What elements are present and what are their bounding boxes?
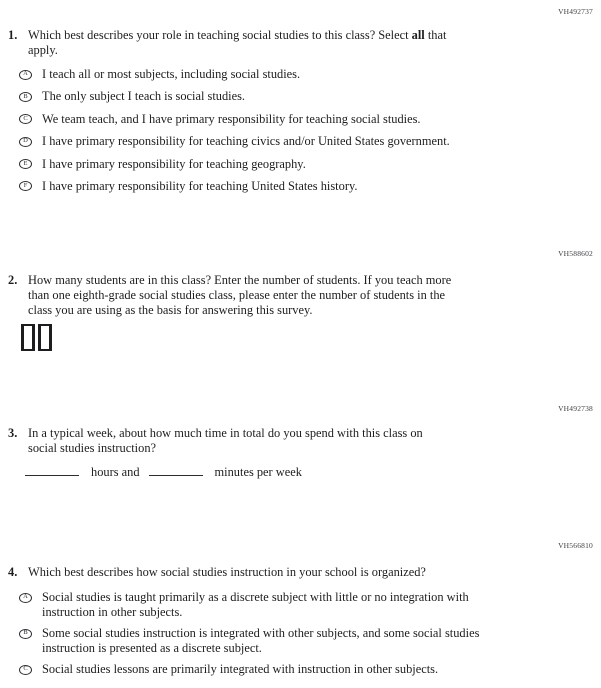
student-count-entry (21, 324, 55, 351)
prompt-line: than one eighth-grade social studies class, please enter the number of students in the (28, 288, 446, 302)
prompt-text: Which best describes your role in teaching social studies to this class? Select (28, 28, 412, 42)
option-text: We team teach, and I have primary responsibility for teaching social studies. (42, 111, 421, 126)
minutes-blank[interactable] (149, 462, 203, 476)
question-2 (8, 273, 568, 318)
option-text: Some social studies instruction is integrated with other subjects, and some social studies (42, 626, 480, 640)
option-row-e (19, 157, 579, 172)
option-row-f (19, 179, 579, 194)
hours-blank[interactable] (25, 462, 79, 476)
answer-bubble-a[interactable]: A (19, 593, 32, 603)
option-text: instruction is presented as a discrete subject. (42, 641, 262, 655)
option-row-b (19, 89, 579, 104)
option-text: I teach all or most subjects, including social studies. (42, 67, 301, 81)
option-label (42, 662, 594, 677)
answer-bubble-e[interactable]: E (19, 159, 32, 169)
question-4-code: VH566810 (558, 541, 593, 550)
question-1 (8, 28, 568, 58)
prompt-line: In a typical week, about how much time in total do you spend with this class on (28, 426, 423, 440)
option-text: I have primary responsibility for teaching civics and/or United States government. (42, 134, 450, 149)
answer-bubble-f[interactable]: F (19, 181, 32, 191)
answer-bubble-b[interactable]: B (19, 92, 32, 102)
option-label (42, 89, 579, 104)
question-1-prompt (28, 28, 568, 58)
prompt-line (28, 28, 568, 43)
option-label (42, 134, 579, 149)
option-text: I have primary responsibility for teaching United States history. (42, 178, 358, 193)
question-4-prompt (28, 565, 588, 580)
option-label (42, 157, 579, 172)
option-row-a (19, 590, 594, 620)
digit-box-tens[interactable] (21, 324, 35, 351)
question-4-number: 4. (8, 565, 18, 579)
option-text: I have primary responsibility for teaching geography. (42, 156, 306, 171)
question-2-code: VH588602 (558, 249, 593, 258)
prompt-line: apply. (28, 43, 58, 57)
option-text: Social studies lessons are primarily integrated with instruction in other subjects. (42, 662, 439, 676)
question-3-prompt (28, 426, 568, 456)
option-label (42, 112, 579, 127)
question-2-prompt (28, 273, 568, 318)
option-label (42, 179, 579, 194)
prompt-line: social studies instruction? (28, 441, 157, 455)
minutes-label: minutes per week (214, 465, 302, 479)
answer-bubble-c[interactable]: C (19, 665, 32, 675)
question-3 (8, 426, 568, 456)
time-entry-row (25, 462, 302, 480)
option-row-d (19, 134, 579, 149)
question-1-options (19, 67, 579, 201)
answer-bubble-d[interactable]: D (19, 137, 32, 147)
prompt-bold-text: all (411, 28, 425, 42)
question-4 (8, 565, 588, 580)
prompt-text: that (424, 28, 447, 42)
option-label (42, 590, 594, 620)
digit-box-ones[interactable] (38, 324, 52, 351)
option-text: Social studies is taught primarily as a discrete subject with little or no integration with (42, 590, 469, 604)
option-text: The only subject I teach is social studies. (42, 89, 246, 104)
answer-bubble-a[interactable]: A (19, 70, 32, 80)
question-2-number: 2. (8, 273, 18, 287)
prompt-line: How many students are in this class? Enter the number of students. If you teach more (28, 273, 452, 287)
option-text: instruction in other subjects. (42, 605, 183, 619)
option-row-c (19, 112, 579, 127)
answer-bubble-b[interactable]: B (19, 629, 32, 639)
option-row-c (19, 662, 594, 677)
question-3-code: VH492738 (558, 404, 593, 413)
question-4-options (19, 590, 594, 684)
question-1-code: VH492737 (558, 7, 593, 16)
question-3-number: 3. (8, 426, 18, 440)
option-row-b (19, 626, 594, 656)
prompt-line: Which best describes how social studies instruction in your school is organized? (28, 565, 426, 579)
answer-bubble-c[interactable]: C (19, 114, 32, 124)
hours-label: hours and (91, 465, 140, 479)
prompt-line: class you are using as the basis for answering this survey. (28, 303, 313, 317)
option-label (42, 67, 579, 82)
question-1-number: 1. (8, 28, 18, 42)
option-row-a (19, 67, 579, 82)
option-label (42, 626, 594, 656)
